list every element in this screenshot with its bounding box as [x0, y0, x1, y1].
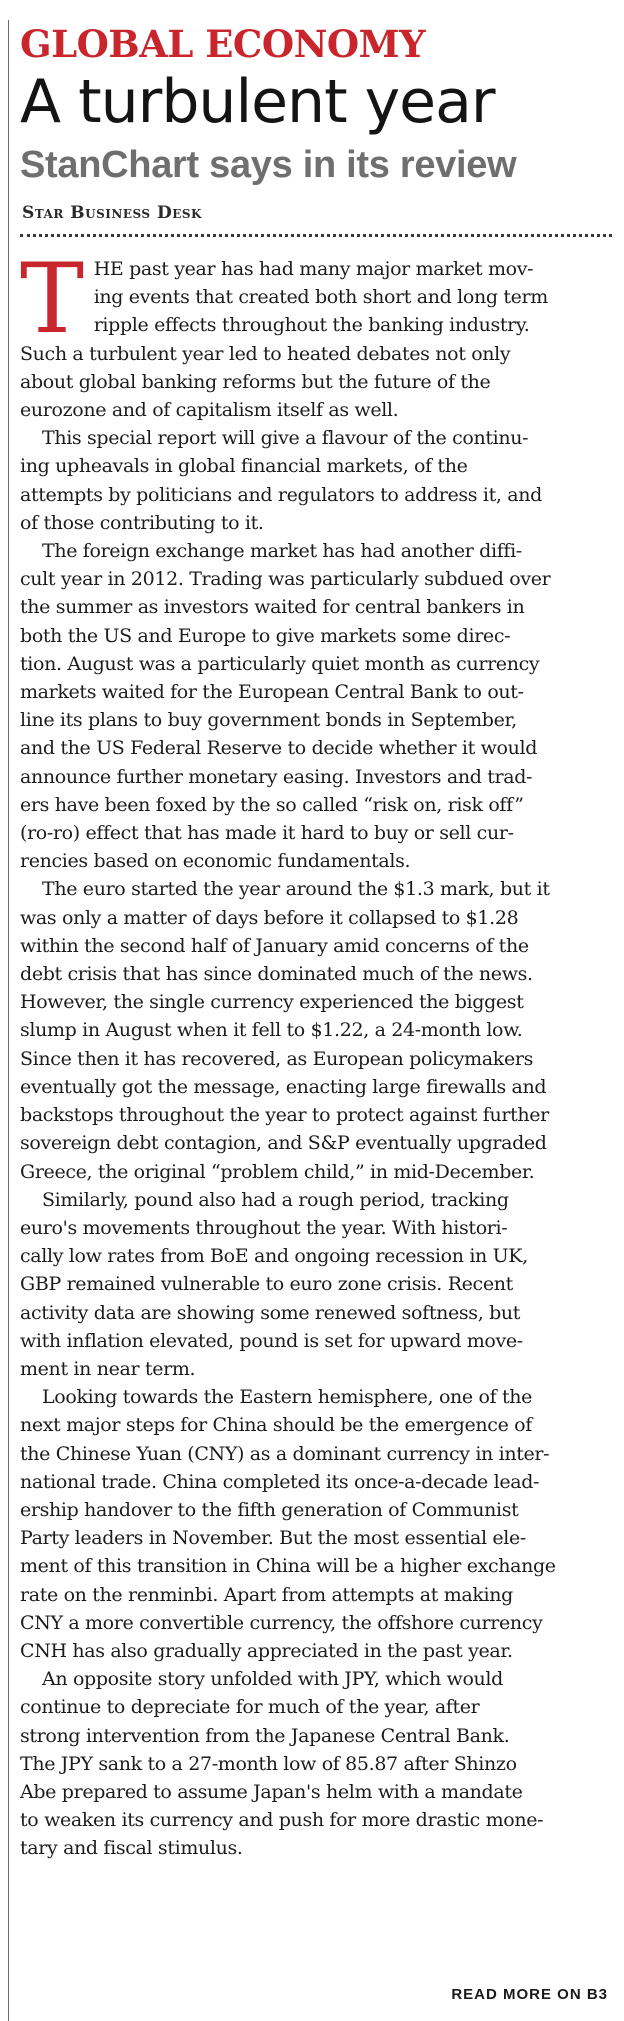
read-more-link[interactable]: READ MORE ON B3 — [451, 1986, 608, 2003]
paragraph-4: The euro started the year around the $1.3 mark, but it was only a matter of days before it collapsed to $1.28 within the second half of January amid concerns of the debt crisis that has since dominated much of the news. However, the single currency experienced the biggest slump in August when it fell to $1.22, a 24-month low. Since then it has recovered, as European policymakers eventually got the message, enacting large firewalls and backstops throughout the year to protect against further sovereign debt contagion, and S&P eventually upgraded Greece, the original “problem child,” in mid-December. — [20, 878, 550, 1183]
dotted-divider — [20, 234, 612, 241]
paragraph-7: An opposite story unfolded with JPY, which would continue to depreciate for much of the year, after strong intervention from the Japanese Central Bank. The JPY sank to a 27-month low of 85.87 after Shinzo Abe prepared to assume Japan's helm with a mandate to weaken its currency and push for more drastic mone- tary and fiscal stimulus. — [20, 1668, 544, 1860]
column-rule — [8, 20, 9, 2021]
headline: A turbulent year — [20, 67, 495, 137]
paragraph-1-text: HE past year has had many major market mov- ing events that created both short and long term ripple effects throughout the banking industry. Such a turbulent year led to heated debates not only about global banking reforms but the future of the eurozone and of capitalism itself as well. — [20, 258, 548, 422]
drop-cap: T — [20, 243, 84, 355]
subheadline: StanChart says in its review — [20, 144, 517, 186]
paragraph-6: Looking towards the Eastern hemisphere, one of the next major steps for China should be the emergence of the Chinese Yuan (CNY) as a dominant currency in inter- national trade. China completed its once-a-decade lead- ership handover to the fifth generation of Communist Party leaders in November. But the most essential ele- ment of this transition in China will be a higher exchange rate on the renminbi. Apart from attempts at making CNY a more convertible currency, the offshore currency CNH has also gradually appreciated in the past year. — [20, 1386, 556, 1662]
paragraph-5: Similarly, pound also had a rough period, tracking euro's movements throughout the year. With histori- cally low rates from BoE and ongoing recession in UK, GBP remained vulnerable to euro zone crisis. Recent activity data are showing some renewed softness, but with inflation elevated, pound is set for upward move- ment in near term. — [20, 1188, 528, 1380]
article — [20, 0, 614, 1863]
paragraph-2: This special report will give a flavour of the continu- ing upheavals in global financial markets, of the attempts by politicians and regulators to address it, and of those contributing to it. — [20, 427, 542, 534]
paragraph-1 — [20, 243, 614, 424]
paragraph-3: The foreign exchange market has had another diffi- cult year in 2012. Trading was particularly subdued over the summer as investors waited for central bankers in both the US and Europe to give markets some direc- tion. August was a particularly quiet month as currency markets waited for the European Central Bank to out- line its plans to buy government bonds in September, and the US Federal Reserve to decide whether it would announce further monetary easing. Investors and trad- ers have been foxed by the so called “risk on, risk off” (ro-ro) effect that has made it hard to buy or sell cur- rencies based on economic fundamentals. — [20, 540, 551, 873]
section-kicker: GLOBAL ECONOMY — [20, 22, 426, 66]
article-body — [20, 243, 614, 1863]
byline: Star Business Desk — [22, 203, 202, 223]
